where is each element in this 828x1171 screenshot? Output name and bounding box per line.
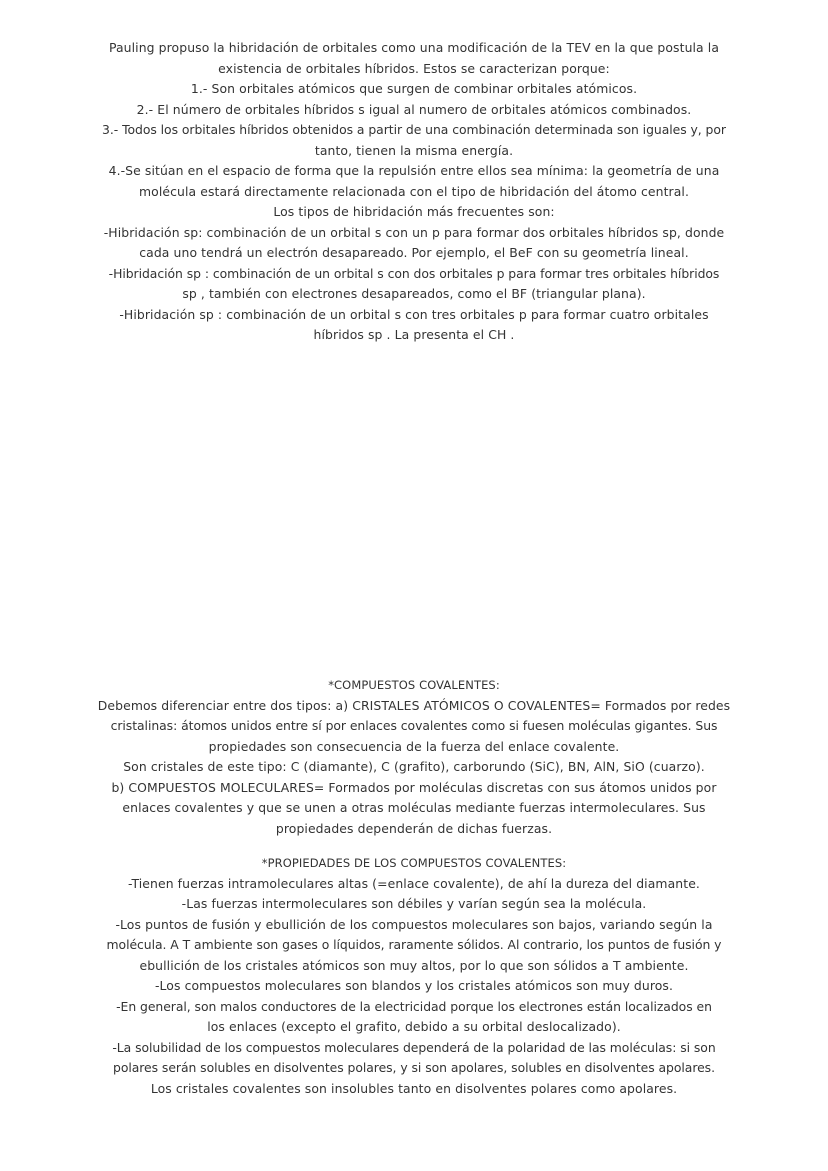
text-line: -Hibridación sp : combinación de un orbital s con dos orbitales p para formar tres orbitales híbridos <box>108 265 720 281</box>
text-line: -Hibridación sp: combinación de un orbital s con un p para formar dos orbitales híbridos sp, donde <box>103 224 725 240</box>
section-heading: *PROPIEDADES DE LOS COMPUESTOS COVALENTES: <box>261 856 567 870</box>
text-line: b) COMPUESTOS MOLECULARES= Formados por moléculas discretas con sus átomos unidos por <box>111 779 717 795</box>
text-line: -En general, son malos conductores de la electricidad porque los electrones están localizados en <box>116 998 712 1014</box>
text-line: molécula. A T ambiente son gases o líquidos, raramente sólidos. Al contrario, los puntos de fusión y <box>106 937 722 952</box>
text-line: -Tienen fuerzas intramoleculares altas (=enlace covalente), de ahí la dureza del diamante. <box>128 875 700 891</box>
text-line: polares serán solubles en disolventes polares, y si son apolares, solubles en disolventes apolares. <box>113 1060 715 1075</box>
text-line: Los tipos de hibridación más frecuentes son: <box>273 204 555 219</box>
text-line: Debemos diferenciar entre dos tipos: a) CRISTALES ATÓMICOS O COVALENTES= Formados por redes <box>97 697 731 713</box>
text-line: propiedades dependerán de dichas fuerzas. <box>275 820 553 836</box>
text-line: 1.- Son orbitales atómicos que surgen de combinar orbitales atómicos. <box>190 81 638 96</box>
text-line: 3.- Todos los orbitales híbridos obtenidos a partir de una combinación determinada son iguales y, por <box>102 122 726 137</box>
text-line: sp , también con electrones desapareados, como el BF (triangular plana). <box>182 286 646 301</box>
text-line: ebullición de los cristales atómicos son muy altos, por lo que son sólidos a T ambiente. <box>139 957 689 973</box>
text-line: molécula estará directamente relacionada con el tipo de hibridación del átomo central. <box>138 183 690 199</box>
properties-section <box>20 853 808 1099</box>
text-line: Son cristales de este tipo: C (diamante), C (grafito), carborundo (SiC), BN, AlN, SiO (cuarzo). <box>123 759 705 774</box>
text-line: propiedades son consecuencia de la fuerza del enlace covalente. <box>208 738 620 754</box>
hybridization-section <box>20 38 808 346</box>
text-line: existencia de orbitales híbridos. Estos se caracterizan porque: <box>218 60 610 76</box>
section-heading: *COMPUESTOS COVALENTES: <box>328 678 500 692</box>
text-line: -Los puntos de fusión y ebullición de los compuestos moleculares son bajos, variando según la <box>115 916 713 932</box>
text-line: Los cristales covalentes son insolubles tanto en disolventes polares como apolares. <box>150 1080 678 1096</box>
text-line: cada uno tendrá un electrón desapareado. Por ejemplo, el BeF con su geometría lineal. <box>139 245 689 260</box>
text-line: 4.-Se sitúan en el espacio de forma que la repulsión entre ellos sea mínima: la geometría de una <box>108 163 720 178</box>
covalent-compounds-section <box>20 675 808 839</box>
text-line: cristalinas: átomos unidos entre sí por enlaces covalentes como si fuesen moléculas gigantes. Sus <box>110 718 718 733</box>
text-line: los enlaces (excepto el grafito, debido a su orbital deslocalizado). <box>207 1019 621 1034</box>
text-line: -Los compuestos moleculares son blandos y los cristales atómicos son muy duros. <box>154 978 674 993</box>
text-line: tanto, tienen la misma energía. <box>314 142 514 158</box>
text-line: híbridos sp . La presenta el CH . <box>313 327 515 342</box>
text-line: -Hibridación sp : combinación de un orbital s con tres orbitales p para formar cuatro orbitales <box>119 306 709 322</box>
text-line: -Las fuerzas intermoleculares son débiles y varían según sea la molécula. <box>181 896 647 911</box>
text-line: 2.- El número de orbitales híbridos s igual al numero de orbitales atómicos combinados. <box>136 101 692 117</box>
text-line: enlaces covalentes y que se unen a otras moléculas mediante fuerzas intermoleculares. Sus <box>122 800 706 815</box>
text-line: -La solubilidad de los compuestos moleculares dependerá de la polaridad de las moléculas: si son <box>112 1039 716 1055</box>
text-line: Pauling propuso la hibridación de orbitales como una modificación de la TEV en la que postula la <box>108 40 720 55</box>
